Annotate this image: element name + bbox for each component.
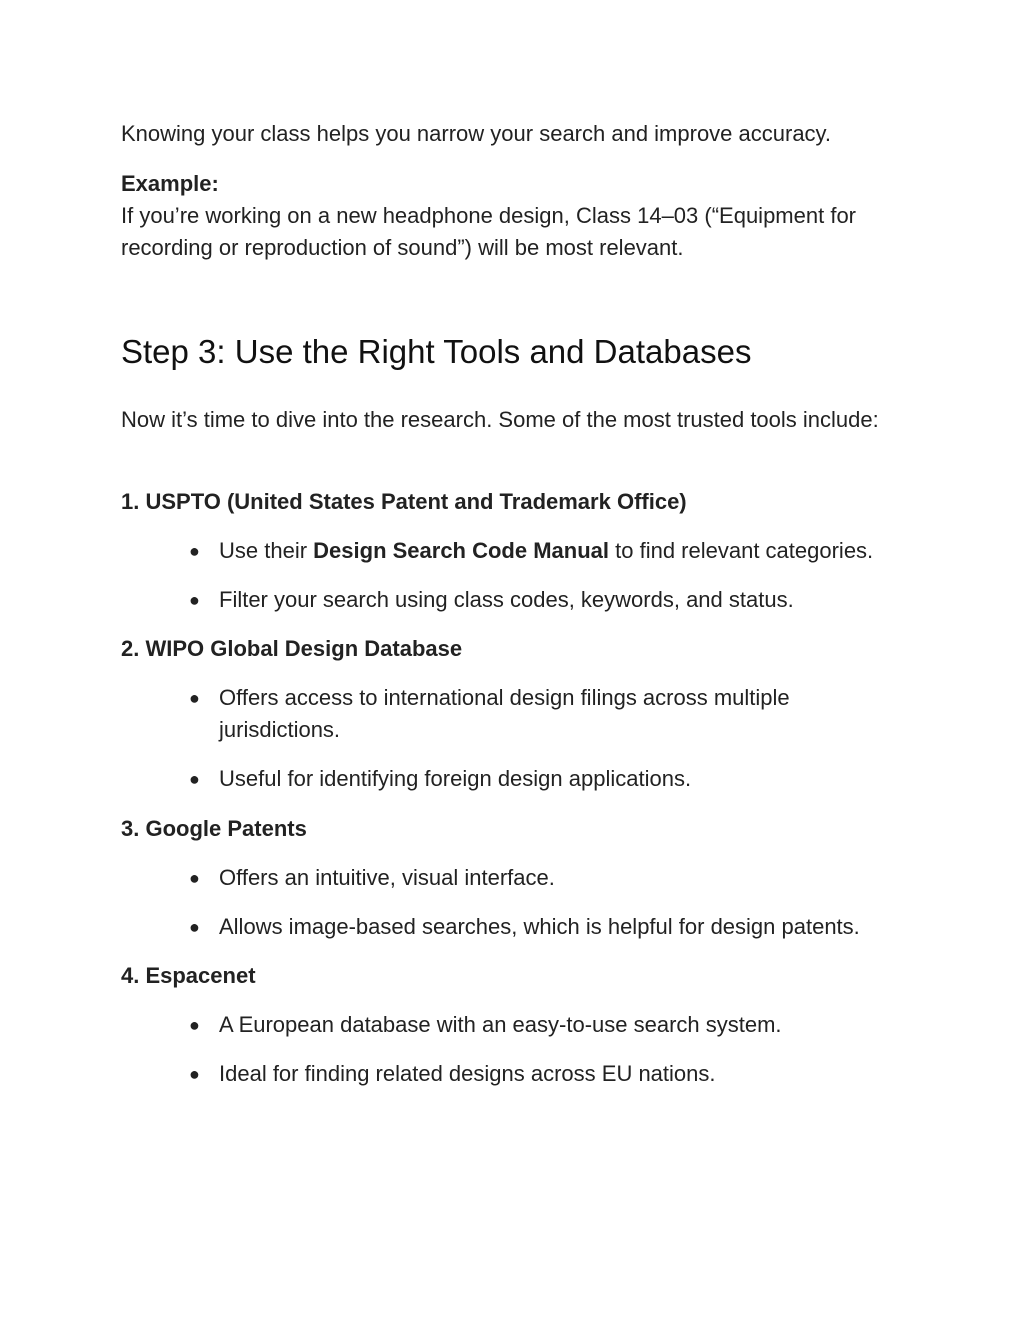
bullet-text-suffix: to find relevant categories. xyxy=(609,538,874,563)
list-item xyxy=(189,682,859,746)
bullet-icon: ● xyxy=(189,868,200,888)
bullet-icon: ● xyxy=(189,1064,200,1084)
list-item xyxy=(189,1009,919,1041)
list-item xyxy=(189,535,919,567)
bullet-icon: ● xyxy=(189,688,200,708)
list-item xyxy=(189,911,919,943)
intro-paragraph: Knowing your class helps you narrow your search and improve accuracy. xyxy=(121,121,832,146)
list-item xyxy=(189,584,919,616)
bullet-icon: ● xyxy=(189,917,200,937)
bullet-text: Filter your search using class codes, keywords, and status. xyxy=(219,587,794,612)
tool-title-google-patents: 3. Google Patents xyxy=(121,816,307,841)
lead-paragraph: Now it’s time to dive into the research. Some of the most trusted tools include: xyxy=(121,407,879,432)
bullet-text-bold: Design Search Code Manual xyxy=(313,538,610,563)
tool-title-uspto: 1. USPTO (United States Patent and Trademark Office) xyxy=(121,489,687,514)
tool-title-espacenet: 4. Espacenet xyxy=(121,963,256,988)
example-label: Example: xyxy=(121,171,219,196)
list-item xyxy=(189,763,919,795)
bullet-icon: ● xyxy=(189,769,200,789)
list-item xyxy=(189,862,919,894)
tool-title-wipo: 2. WIPO Global Design Database xyxy=(121,636,463,661)
bullet-icon: ● xyxy=(189,1015,200,1035)
bullet-icon: ● xyxy=(189,590,200,610)
bullet-text: Offers an intuitive, visual interface. xyxy=(219,865,555,890)
example-paragraph: If you’re working on a new headphone design, Class 14–03 (“Equipment for recording or reproduction of sound”) will be most relevant. xyxy=(121,203,857,260)
bullet-text-prefix: Use their xyxy=(219,538,314,563)
bullet-text: A European database with an easy-to-use search system. xyxy=(219,1012,782,1037)
section-heading: Step 3: Use the Right Tools and Databases xyxy=(121,333,752,370)
bullet-text: Ideal for finding related designs across EU nations. xyxy=(219,1061,716,1086)
list-item xyxy=(189,1058,919,1090)
bullet-text: Offers access to international design filings across multiple jurisdictions. xyxy=(219,685,790,742)
bullet-text: Allows image-based searches, which is helpful for design patents. xyxy=(219,914,860,939)
bullet-text: Useful for identifying foreign design applications. xyxy=(219,766,692,791)
bullet-icon: ● xyxy=(189,541,200,561)
